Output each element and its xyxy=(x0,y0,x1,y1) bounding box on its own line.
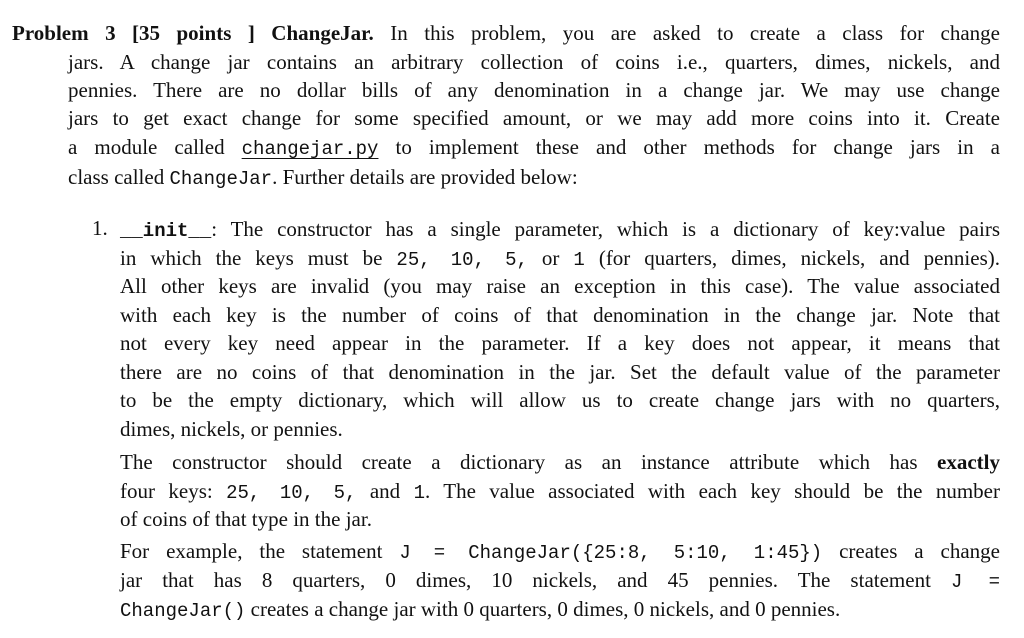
text-segment: there are no coins of that denomination in the jar. Set the default value of the parameter xyxy=(120,360,1000,384)
text-line xyxy=(120,272,1000,300)
text-segment: dimes, nickels, or pennies. xyxy=(120,417,343,441)
text-segment: jar that has 8 quarters, 0 dimes, 10 nickels, and 45 pennies. The statement xyxy=(120,568,951,592)
text-segment: four keys: xyxy=(120,479,227,503)
text-line xyxy=(120,386,1000,414)
text-line xyxy=(120,329,1000,357)
text-segment: . The value associated with each key should be the number xyxy=(424,479,1000,503)
text-segment: to implement these and other methods for change jars in a xyxy=(378,135,1000,159)
filename-code: changejar.py xyxy=(241,138,379,160)
inline-code: J = xyxy=(950,571,1000,593)
text-line xyxy=(120,505,372,533)
inline-code: ChangeJar() xyxy=(120,600,246,622)
text-line xyxy=(120,415,343,443)
text-line xyxy=(120,595,840,623)
text-segment: to be the empty dictionary, which will allow us to create change jars with no quarters, xyxy=(120,388,1000,412)
text-segment: jars. A change jar contains an arbitrary collection of coins i.e., quarters, dimes, nickels, and xyxy=(68,50,1000,74)
text-segment: in which the keys must be xyxy=(120,246,397,270)
text-line xyxy=(120,215,1000,243)
text-segment: All other keys are invalid (you may raise an exception in this case). The value associated xyxy=(120,274,1000,298)
text-segment: . Further details are provided below: xyxy=(272,165,578,189)
text-segment: pennies. There are no dollar bills of any denomination in a change jar. We may use change xyxy=(68,78,1000,102)
inline-code: __init__ xyxy=(120,220,212,242)
text-segment: exactly xyxy=(937,450,1000,474)
text-line xyxy=(68,76,1000,104)
inline-code: 25, 10, 5, xyxy=(226,482,357,504)
inline-code: 1 xyxy=(413,482,425,504)
text-segment: jars to get exact change for some specified amount, or we may add more coins into it. Create xyxy=(68,106,1000,130)
inline-code: ChangeJar xyxy=(169,168,273,190)
text-segment: of coins of that type in the jar. xyxy=(120,507,372,531)
text-segment: For example, the statement xyxy=(120,539,400,563)
text-line xyxy=(120,358,1000,386)
text-segment: In this problem, you are asked to create a class for change xyxy=(373,21,1000,45)
list-item-number: 1. xyxy=(92,216,108,240)
text-line xyxy=(120,244,1000,272)
text-line xyxy=(120,537,1000,565)
text-segment: The constructor should create a dictionary as an instance attribute which has xyxy=(120,450,938,474)
inline-code: 25, 10, 5, xyxy=(396,249,528,271)
text-segment: a module called xyxy=(68,135,242,159)
text-segment: (for quarters, dimes, nickels, and pennies). xyxy=(584,246,1000,270)
text-line xyxy=(68,104,1000,132)
text-segment: not every key need appear in the parameter. If a key does not appear, it means that xyxy=(120,331,1000,355)
text-segment: : The constructor has a single parameter, which is a dictionary of key:value pairs xyxy=(211,217,1000,241)
text-segment: creates a change jar with 0 quarters, 0 dimes, 0 nickels, and 0 pennies. xyxy=(245,597,841,621)
text-segment: creates a change xyxy=(822,539,1000,563)
text-line xyxy=(120,301,1000,329)
text-line xyxy=(68,163,578,191)
text-segment: Problem 3 [35 points ] ChangeJar. xyxy=(12,21,374,45)
text-line xyxy=(12,19,1000,47)
text-segment: or xyxy=(527,246,574,270)
text-line xyxy=(120,448,1000,476)
text-line xyxy=(120,477,1000,505)
inline-code: J = ChangeJar({25:8, 5:10, 1:45}) xyxy=(399,542,823,564)
text-segment: and xyxy=(356,479,414,503)
text-line xyxy=(120,566,1000,594)
text-segment: class called xyxy=(68,165,170,189)
text-line xyxy=(68,133,1000,161)
text-line xyxy=(68,48,1000,76)
inline-code: 1 xyxy=(573,249,585,271)
text-segment: with each key is the number of coins of that denomination in the change jar. Note that xyxy=(120,303,1000,327)
